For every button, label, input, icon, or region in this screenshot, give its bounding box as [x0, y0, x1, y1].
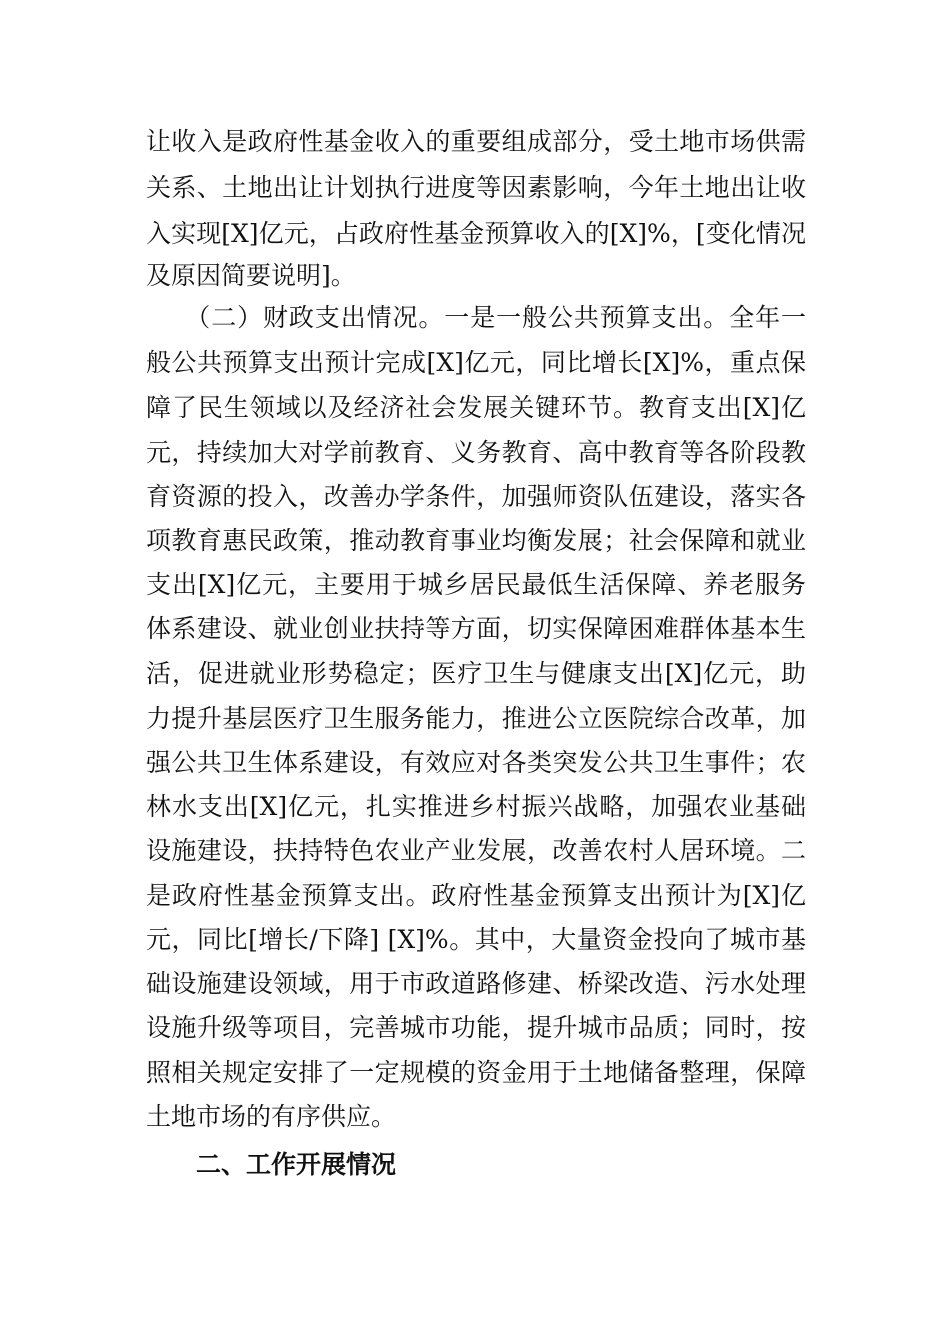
text-line: 体系建设、就业创业扶持等方面，切实保障困难群体基本生	[146, 614, 806, 643]
text-line: 础设施建设领域，用于市政道路修建、桥梁改造、污水处理	[146, 969, 806, 998]
text-line: 让收入是政府性基金收入的重要组成部分，受土地市场供需	[146, 127, 806, 156]
text-line: 设施建设，扶持特色农业产业发展，改善农村人居环境。二	[146, 836, 806, 865]
text-line: 元，持续加大对学前教育、义务教育、高中教育等各阶段教	[146, 438, 806, 467]
text-line: 及原因简要说明]。	[146, 261, 356, 290]
text-line: 关系、土地出让计划执行进度等因素影响，今年土地出让收	[146, 173, 806, 202]
text-line: （二）财政支出情况。一是一般公共预算支出。全年一	[146, 303, 806, 332]
text-line: 活，促进就业形势稳定；医疗卫生与健康支出[X]亿元，助	[146, 659, 806, 688]
text-line: 照相关规定安排了一定规模的资金用于土地储备整理，保障	[146, 1058, 806, 1087]
text-line: 元，同比[增长/下降] [X]%。其中，大量资金投向了城市基	[146, 925, 806, 954]
text-line: 育资源的投入，改善办学条件，加强师资队伍建设，落实各	[146, 482, 806, 511]
text-line: 力提升基层医疗卫生服务能力，推进公立医院综合改革，加	[146, 704, 806, 733]
text-line: 土地市场的有序供应。	[146, 1102, 397, 1131]
text-line: 是政府性基金预算支出。政府性基金预算支出预计为[X]亿	[146, 881, 806, 910]
text-line: 支出[X]亿元，主要用于城乡居民最低生活保障、养老服务	[146, 570, 806, 599]
text-line: 强公共卫生体系建设，有效应对各类突发公共卫生事件；农	[146, 748, 806, 777]
section-heading: 二、工作开展情况	[196, 1150, 397, 1179]
text-line: 入实现[X]亿元，占政府性基金预算收入的[X]%，[变化情况	[146, 219, 806, 248]
text-line: 林水支出[X]亿元，扎实推进乡村振兴战略，加强农业基础	[146, 792, 806, 821]
text-line: 项教育惠民政策，推动教育事业均衡发展；社会保障和就业	[146, 526, 806, 555]
text-line: 障了民生领域以及经济社会发展关键环节。教育支出[X]亿	[146, 393, 806, 422]
text-line: 般公共预算支出预计完成[X]亿元，同比增长[X]%，重点保	[146, 348, 806, 377]
text-line: 设施升级等项目，完善城市功能，提升城市品质；同时，按	[146, 1013, 806, 1042]
